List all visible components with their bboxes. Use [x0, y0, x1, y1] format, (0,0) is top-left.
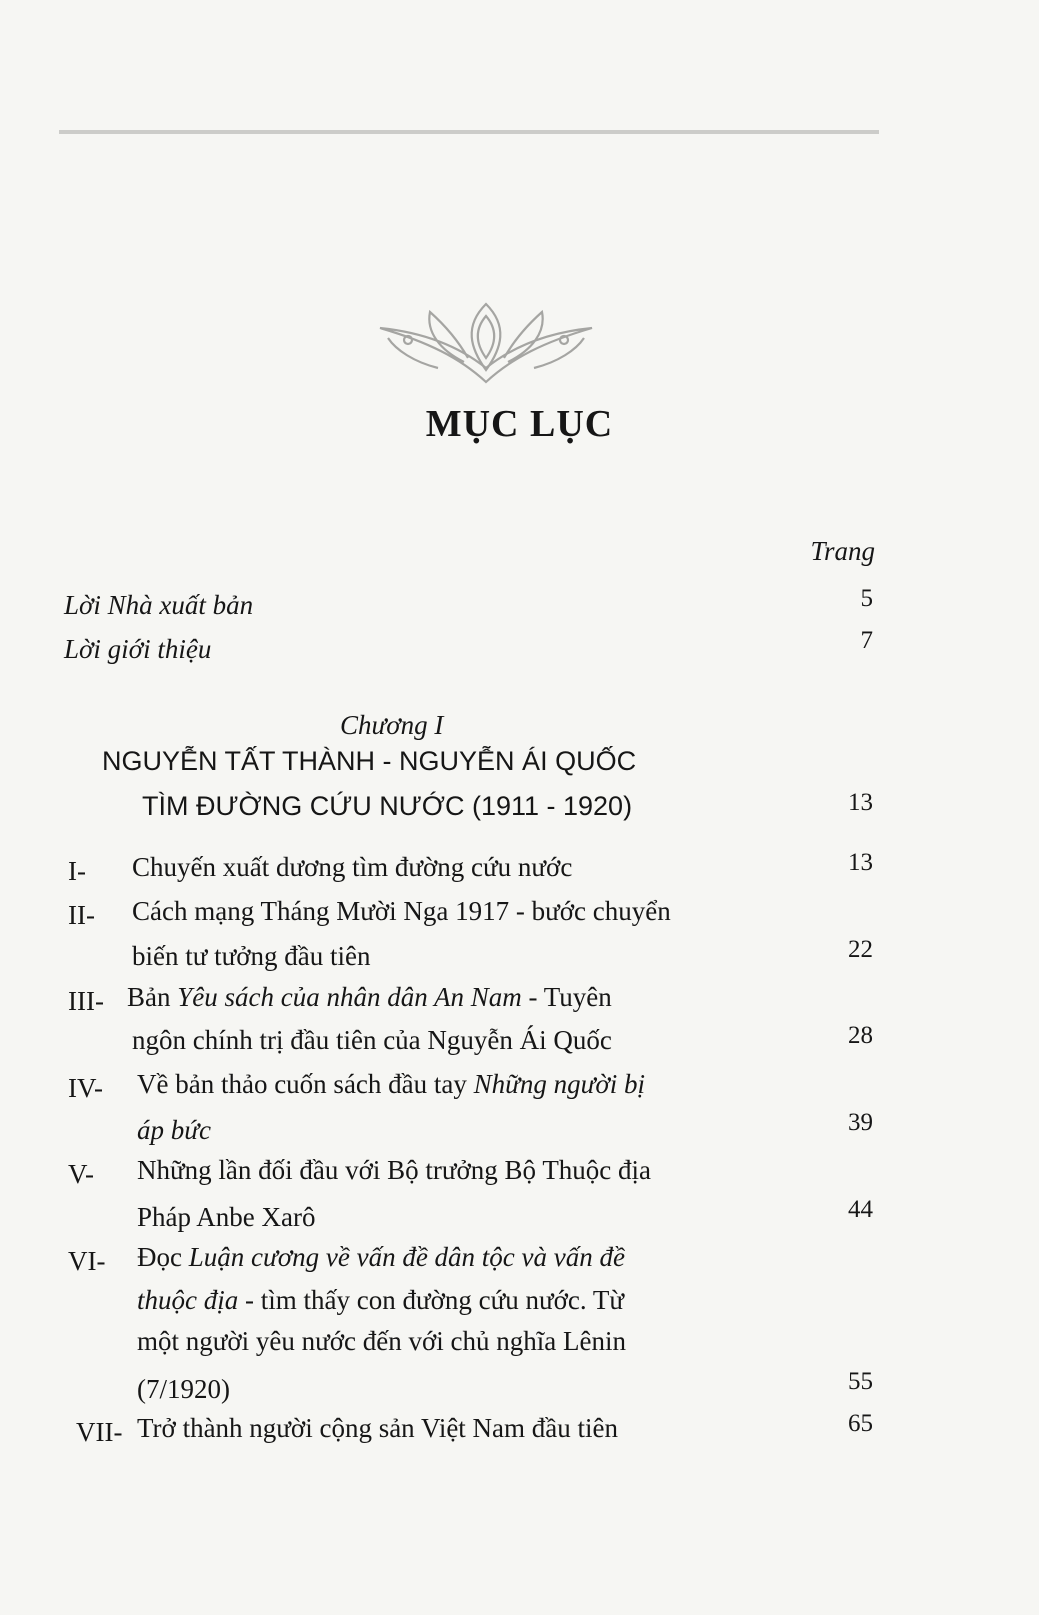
section-title-line: một người yêu nước đến với chủ nghĩa Lênin — [137, 1326, 627, 1356]
front-matter-label: Lời giới thiệu — [64, 634, 212, 664]
section-title-text: - Tuyên — [521, 982, 612, 1012]
section-title-line: Cách mạng Tháng Mười Nga 1917 - bước chuyển — [132, 896, 671, 926]
section-page: 44 — [848, 1196, 873, 1223]
section-page: 13 — [848, 849, 873, 876]
section-number: III- — [68, 986, 104, 1016]
section-number: VI- — [68, 1246, 106, 1276]
section-title-italic: Luận cương về vấn đề dân tộc và vấn đề — [188, 1242, 625, 1272]
section-page: 65 — [848, 1410, 873, 1437]
section-title-text: Bản — [127, 982, 178, 1012]
section-title-line: áp bức — [137, 1115, 211, 1145]
section-number: II- — [68, 900, 95, 930]
section-title-line: Pháp Anbe Xarô — [137, 1202, 316, 1232]
section-title-line: Những lần đối đầu với Bộ trưởng Bộ Thuộc địa — [137, 1155, 652, 1185]
section-title-line — [137, 1071, 645, 1098]
section-title-line: biến tư tưởng đầu tiên — [132, 941, 371, 971]
front-matter-label: Lời Nhà xuất bản — [64, 590, 254, 620]
section-title-italic: Yêu sách của nhân dân An Nam — [177, 982, 522, 1012]
section-page: 39 — [848, 1109, 873, 1136]
section-title-italic: thuộc địa — [137, 1285, 239, 1315]
section-title-line — [137, 1244, 625, 1271]
lotus-ornament-icon — [368, 298, 604, 386]
section-title-line: (7/1920) — [137, 1374, 230, 1404]
chapter-title-line: TÌM ĐƯỜNG CỨU NƯỚC (1911 - 1920) — [142, 791, 633, 821]
section-page: 55 — [848, 1368, 873, 1395]
section-number: VII- — [76, 1417, 123, 1447]
section-title-text: - tìm thấy con đường cứu nước. Từ — [238, 1285, 625, 1315]
page-column-header: Trang — [810, 536, 875, 566]
toc-title: MỤC LỤC — [425, 403, 614, 445]
front-matter-page: 5 — [860, 585, 873, 612]
section-title-line: Trở thành người cộng sản Việt Nam đầu tiên — [137, 1413, 619, 1443]
section-title-italic: Những người bị — [473, 1069, 646, 1099]
chapter-page: 13 — [848, 789, 873, 816]
section-number: IV- — [68, 1073, 104, 1103]
section-number: I- — [68, 856, 86, 886]
chapter-label: Chương I — [340, 710, 444, 740]
section-number: V- — [68, 1159, 95, 1189]
section-title-line — [137, 1287, 624, 1314]
section-page: 22 — [848, 936, 873, 963]
chapter-title-line: NGUYỄN TẤT THÀNH - NGUYỄN ÁI QUỐC — [102, 746, 637, 776]
section-title-line: Chuyến xuất dương tìm đường cứu nước — [132, 852, 573, 882]
front-matter-page: 7 — [860, 627, 873, 654]
section-title-text: Về bản thảo cuốn sách đầu tay — [137, 1069, 474, 1099]
section-title-line — [127, 984, 612, 1011]
section-title-text: Đọc — [137, 1242, 189, 1272]
bleed-header-rule — [59, 130, 879, 134]
section-page: 28 — [848, 1022, 873, 1049]
section-title-line: ngôn chính trị đầu tiên của Nguyễn Ái Quốc — [132, 1025, 612, 1055]
